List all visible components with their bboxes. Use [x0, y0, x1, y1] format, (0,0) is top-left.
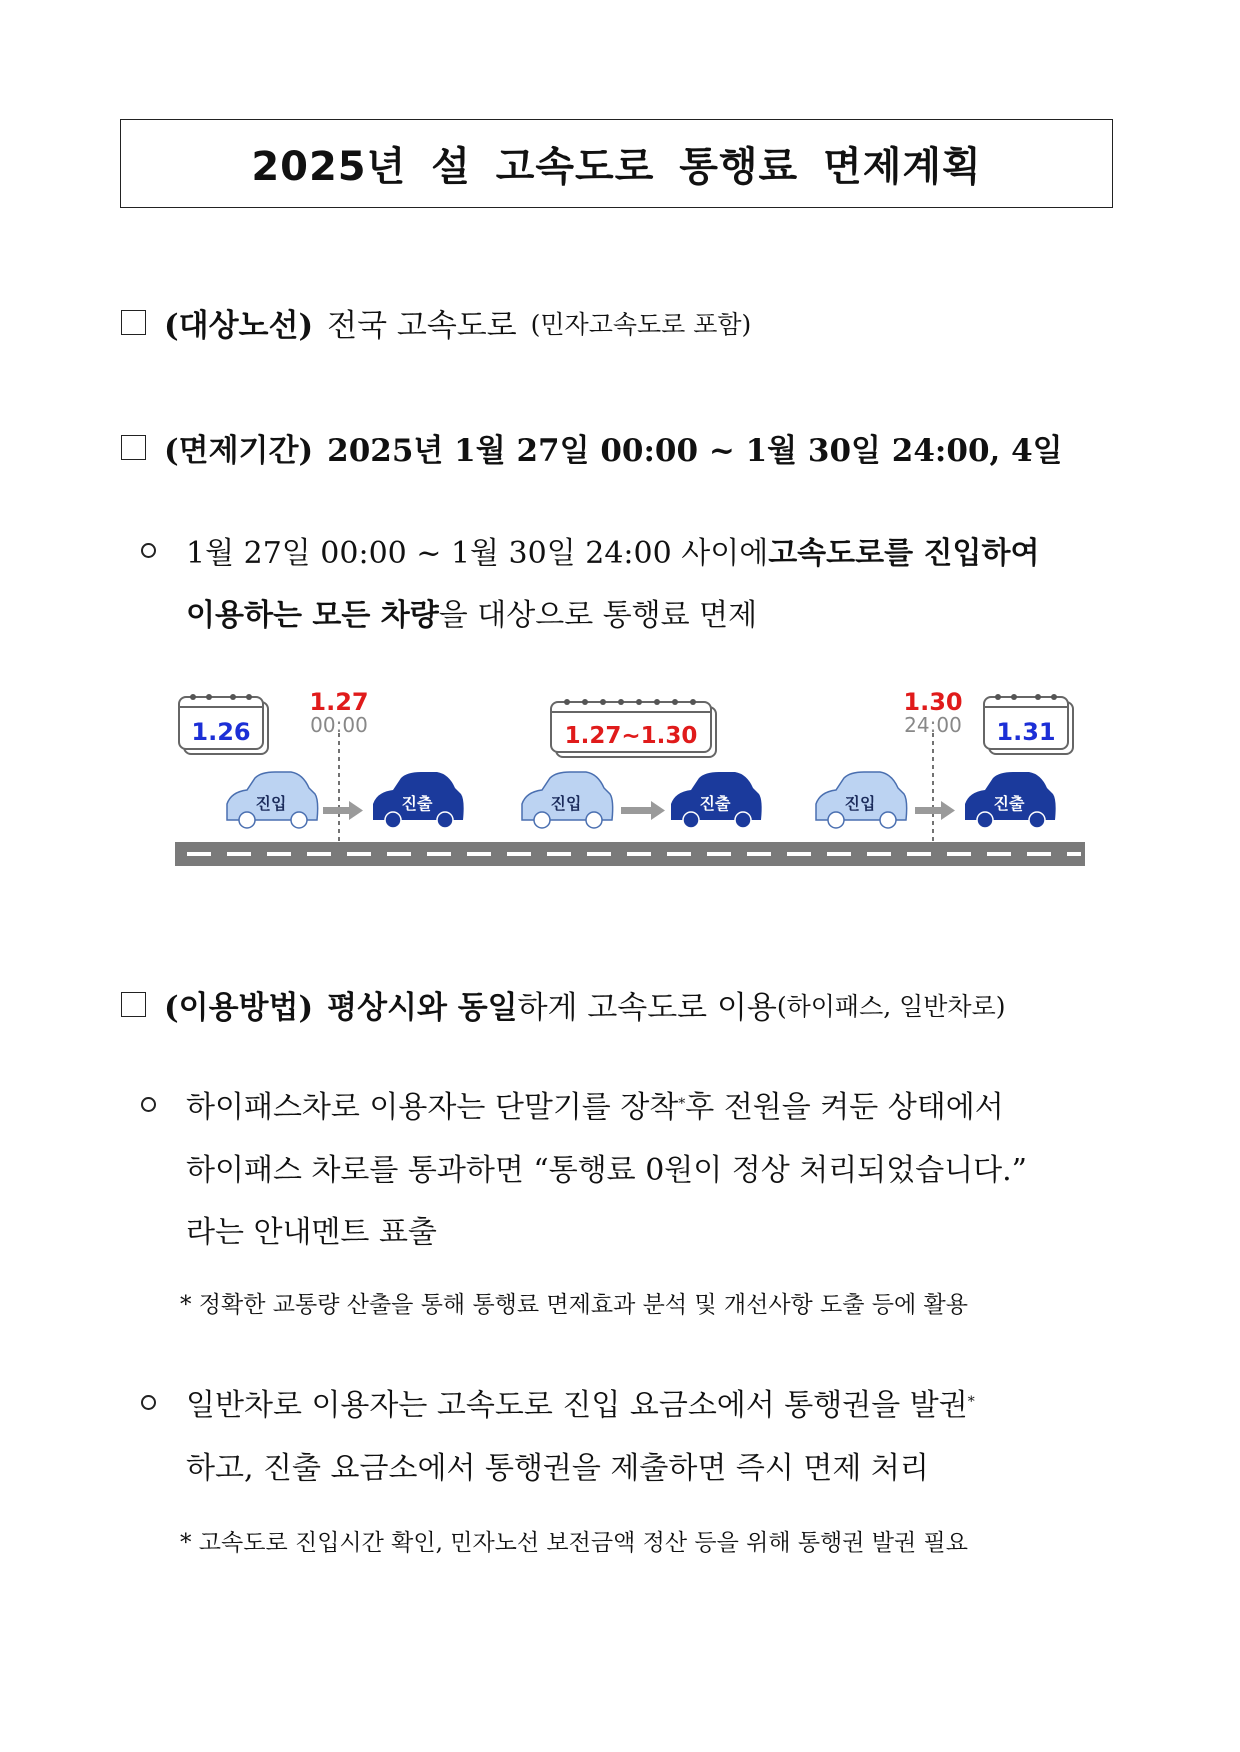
calendar-3-label: 1.31: [996, 718, 1056, 746]
section-target-text: 전국 고속도로: [327, 308, 517, 344]
section-method-plain: 하게 고속도로 이용: [517, 990, 777, 1026]
method-bullet1-text-b: 후 전원을 켜둔 상태에서: [685, 1090, 1004, 1125]
method-bullet1-text-3: 라는 안내멘트 표출: [186, 1215, 437, 1250]
start-time-label: 00:00: [310, 713, 368, 737]
end-time-label: 24:00: [904, 713, 962, 737]
footnote-star: *: [967, 1394, 975, 1410]
method-bullet1-line1: [141, 1082, 1004, 1126]
checkbox-square-icon: [121, 992, 146, 1017]
method-note1: * 정확한 교통량 산출을 통해 통행료 면제효과 분석 및 개선사항 도출 등에 활용: [180, 1292, 968, 1318]
method-bullet1-line3: [186, 1207, 437, 1251]
method-note2: * 고속도로 진입시간 확인, 민자노선 보전금액 정산 등을 위해 통행권 발권 필요: [180, 1530, 968, 1556]
enter-label-3: 진입: [844, 794, 876, 813]
method-bullet2-text-2: 하고, 진출 요금소에서 통행권을 제출하면 즉시 면제 처리: [186, 1451, 929, 1486]
section-target-label: (대상노선): [164, 308, 314, 344]
arrow-icon-1: [323, 801, 363, 820]
section-method: [121, 982, 1005, 1027]
period-bullet-line1: [141, 528, 1039, 572]
exit-label-2: 진출: [699, 794, 731, 813]
section-period-text: 2025년 1월 27일 00:00 ~ 1월 30일 24:00, 4일: [327, 433, 1063, 469]
checkbox-square-icon: [121, 435, 146, 460]
period-bullet-bold: 고속도로를 진입하여: [768, 536, 1040, 571]
toll-period-diagram: [175, 680, 1095, 880]
bullet-circle-icon: [141, 1097, 156, 1112]
exit-label-1: 진출: [401, 794, 433, 813]
calendar-2-label: 1.27~1.30: [564, 723, 698, 749]
footnote-star: *: [678, 1096, 686, 1112]
method-bullet2-text-a: 일반차로 이용자는 고속도로 진입 요금소에서 통행권을 발권: [186, 1388, 968, 1423]
calendar-1-label: 1.26: [191, 718, 251, 746]
enter-label-2: 진입: [550, 794, 582, 813]
section-method-paren: (하이패스, 일반차로): [776, 991, 1006, 1021]
section-period-label: (면제기간): [164, 433, 314, 469]
page-title: 2025년 설 고속도로 통행료 면제계획: [251, 144, 982, 190]
section-period: [121, 425, 1063, 470]
bullet-circle-icon: [141, 1395, 156, 1410]
enter-label-1: 진입: [255, 794, 287, 813]
start-date-label: 1.27: [309, 688, 369, 716]
section-target-paren: (민자고속도로 포함): [530, 309, 752, 339]
bullet-circle-icon: [141, 543, 156, 558]
section-method-label: (이용방법): [164, 990, 314, 1026]
end-date-label: 1.30: [903, 688, 963, 716]
arrow-icon-2: [621, 801, 665, 820]
arrow-icon-3: [915, 801, 955, 820]
title-box: [120, 119, 1113, 208]
method-bullet2-line1: [141, 1380, 975, 1424]
exit-label-3: 진출: [993, 794, 1025, 813]
section-target: [121, 300, 751, 345]
checkbox-square-icon: [121, 310, 146, 335]
method-bullet1-line2: [186, 1145, 1027, 1189]
period-bullet-line2: [186, 590, 757, 634]
method-bullet2-line2: [186, 1443, 929, 1487]
period-bullet-plain: 1월 27일 00:00 ~ 1월 30일 24:00 사이에: [186, 536, 769, 571]
method-bullet1-text-2: 하이패스 차로를 통과하면 “통행료 0원이 정상 처리되었습니다.”: [186, 1153, 1028, 1188]
method-bullet1-text-a: 하이패스차로 이용자는 단말기를 장착: [186, 1090, 679, 1125]
section-method-bold: 평상시와 동일: [327, 990, 518, 1026]
period-bullet-plain2: 을 대상으로 통행료 면제: [438, 598, 758, 633]
period-bullet-bold2: 이용하는 모든 차량: [186, 598, 439, 633]
